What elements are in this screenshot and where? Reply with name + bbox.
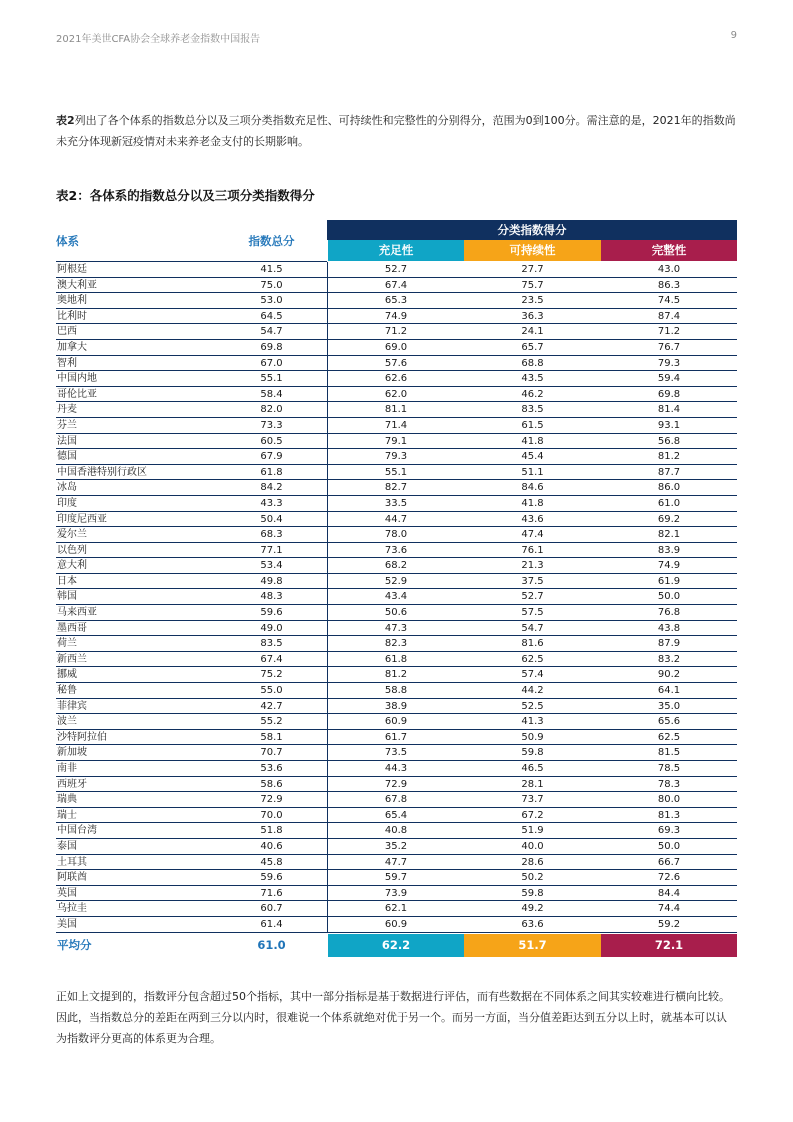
integrity-score: 43.8 <box>657 622 681 634</box>
integrity-score: 71.2 <box>657 326 681 338</box>
adequacy-score: 72.9 <box>384 778 408 790</box>
system-name: 乌拉圭 <box>57 903 87 915</box>
adequacy-score: 67.8 <box>384 794 408 806</box>
table-row <box>56 839 737 855</box>
intro-text: 列出了各个体系的指数总分以及三项分类指数充足性、可持续性和完整性的分别得分，范围为0到100分。需注意的是，2021年的指数尚未充分体现新冠疫情对未来养老金支付的长期影响。 <box>56 114 736 148</box>
system-name: 秘鲁 <box>57 685 77 697</box>
integrity-score: 87.4 <box>657 310 681 322</box>
integrity-score: 78.5 <box>657 763 681 774</box>
sustainability-score: 61.5 <box>521 419 544 431</box>
adequacy-score: 58.8 <box>384 685 408 697</box>
adequacy-score: 50.6 <box>384 607 408 619</box>
total-score: 67.0 <box>260 357 283 369</box>
sustainability-score: 40.0 <box>521 840 544 852</box>
table-row <box>56 683 737 699</box>
sustainability-score: 59.8 <box>521 887 544 899</box>
total-score: 82.0 <box>260 404 283 416</box>
total-score: 64.5 <box>260 310 283 322</box>
adequacy-score: 62.1 <box>384 903 408 915</box>
header-total: 指数总分 <box>248 234 295 248</box>
sustainability-score: 28.1 <box>521 778 544 790</box>
table-row <box>56 761 737 777</box>
adequacy-score: 44.7 <box>384 513 408 525</box>
total-score: 58.6 <box>260 778 283 790</box>
table-row <box>56 574 737 590</box>
system-name: 芬兰 <box>57 419 77 431</box>
table-row <box>56 823 737 839</box>
table-title: 表2：各体系的指数总分以及三项分类指数得分 <box>56 188 315 203</box>
system-name: 土耳其 <box>57 856 87 868</box>
average-integrity: 72.1 <box>601 934 737 957</box>
adequacy-score: 73.9 <box>384 887 408 899</box>
adequacy-score: 79.1 <box>384 435 408 447</box>
sustainability-score: 50.9 <box>521 731 544 743</box>
system-name: 波兰 <box>57 716 77 728</box>
adequacy-score: 71.4 <box>384 419 408 431</box>
adequacy-score: 69.0 <box>384 341 408 353</box>
integrity-score: 80.0 <box>657 794 681 806</box>
adequacy-score: 73.6 <box>384 544 408 556</box>
total-score: 61.8 <box>260 466 283 478</box>
table-row <box>56 543 737 559</box>
integrity-score: 81.3 <box>657 809 681 821</box>
sustainability-score: 23.5 <box>521 295 544 307</box>
table-row <box>56 917 737 933</box>
sustainability-score: 41.8 <box>521 497 544 509</box>
sustainability-score: 81.6 <box>521 638 544 650</box>
integrity-score: 65.6 <box>657 716 681 728</box>
sustainability-score: 27.7 <box>521 264 544 275</box>
integrity-score: 61.0 <box>657 497 681 509</box>
system-name: 以色列 <box>57 544 87 556</box>
integrity-score: 72.6 <box>657 872 681 884</box>
total-score: 49.8 <box>260 575 283 587</box>
system-name: 印度 <box>57 497 77 509</box>
system-name: 墨西哥 <box>57 622 87 634</box>
integrity-score: 50.0 <box>657 591 681 603</box>
integrity-score: 74.4 <box>657 903 681 915</box>
adequacy-score: 79.3 <box>384 451 408 463</box>
table-row <box>56 512 737 528</box>
page-number: 9 <box>730 30 737 41</box>
integrity-score: 87.9 <box>657 638 681 650</box>
adequacy-score: 38.9 <box>384 700 408 712</box>
integrity-score: 84.4 <box>657 887 681 899</box>
adequacy-score: 82.7 <box>384 482 408 494</box>
total-score: 68.3 <box>260 529 283 541</box>
system-name: 韩国 <box>57 591 77 603</box>
integrity-score: 50.0 <box>657 840 681 852</box>
total-score: 59.6 <box>260 607 283 619</box>
integrity-score: 76.8 <box>657 607 681 619</box>
total-score: 60.5 <box>260 435 283 447</box>
system-name: 沙特阿拉伯 <box>57 731 107 743</box>
total-score: 48.3 <box>260 591 283 603</box>
sustainability-score: 54.7 <box>521 622 544 634</box>
adequacy-score: 65.4 <box>384 809 408 821</box>
integrity-score: 81.5 <box>657 747 681 759</box>
header-adequacy: 充足性 <box>328 240 464 261</box>
table-row <box>56 480 737 496</box>
table-row <box>56 558 737 574</box>
sustainability-score: 24.1 <box>521 326 544 338</box>
average-row <box>56 934 737 957</box>
total-score: 40.6 <box>260 840 283 852</box>
adequacy-score: 35.2 <box>384 840 408 852</box>
sustainability-score: 37.5 <box>521 575 544 587</box>
table-row <box>56 730 737 746</box>
system-name: 爱尔兰 <box>57 529 87 541</box>
adequacy-score: 82.3 <box>384 638 408 650</box>
total-score: 60.7 <box>260 903 283 915</box>
integrity-score: 74.9 <box>657 560 681 572</box>
sustainability-score: 46.2 <box>521 388 544 400</box>
adequacy-score: 60.9 <box>384 918 408 930</box>
table-header <box>56 220 737 262</box>
table-row <box>56 293 737 309</box>
sustainability-score: 21.3 <box>521 560 544 572</box>
sustainability-score: 36.3 <box>521 310 544 322</box>
table-row <box>56 699 737 715</box>
system-name: 比利时 <box>57 310 87 322</box>
system-name: 瑞士 <box>57 809 77 821</box>
sustainability-score: 43.6 <box>521 513 544 525</box>
total-score: 84.2 <box>260 482 283 494</box>
total-score: 70.7 <box>260 747 283 759</box>
sustainability-score: 57.5 <box>521 607 544 619</box>
integrity-score: 62.5 <box>657 731 681 743</box>
sustainability-score: 41.3 <box>521 716 544 728</box>
system-name: 中国台湾 <box>57 825 97 837</box>
system-name: 澳大利亚 <box>57 279 97 291</box>
table-row <box>56 870 737 886</box>
intro-paragraph <box>56 110 737 152</box>
system-name: 新西兰 <box>57 653 87 665</box>
adequacy-score: 62.0 <box>384 388 408 400</box>
total-score: 69.8 <box>260 341 283 353</box>
page-header <box>56 30 737 46</box>
integrity-score: 59.2 <box>657 918 681 930</box>
table-body <box>56 262 737 933</box>
sustainability-score: 52.7 <box>521 591 544 603</box>
total-score: 53.6 <box>260 763 283 774</box>
sustainability-score: 44.2 <box>521 685 544 697</box>
table-row <box>56 589 737 605</box>
total-score: 42.7 <box>260 700 283 712</box>
system-name: 智利 <box>57 357 77 369</box>
total-score: 49.0 <box>260 622 283 634</box>
system-name: 美国 <box>57 918 77 930</box>
adequacy-score: 67.4 <box>384 279 408 291</box>
total-score: 70.0 <box>260 809 283 821</box>
table-row <box>56 340 737 356</box>
integrity-score: 69.2 <box>657 513 681 525</box>
total-score: 58.1 <box>260 731 283 743</box>
adequacy-score: 61.8 <box>384 653 408 665</box>
total-score: 75.0 <box>260 279 283 291</box>
table-row <box>56 371 737 387</box>
system-name: 阿联酋 <box>57 872 87 884</box>
sustainability-score: 43.5 <box>521 373 544 385</box>
header-sub-index-group: 分类指数得分 <box>327 220 737 240</box>
system-name: 南非 <box>57 763 77 774</box>
integrity-score: 79.3 <box>657 357 681 369</box>
adequacy-score: 52.7 <box>384 264 408 275</box>
system-name: 哥伦比亚 <box>57 388 97 400</box>
integrity-score: 83.2 <box>657 653 681 665</box>
integrity-score: 87.7 <box>657 466 681 478</box>
adequacy-score: 47.3 <box>384 622 408 634</box>
adequacy-score: 74.9 <box>384 310 408 322</box>
total-score: 71.6 <box>260 887 283 899</box>
integrity-score: 76.7 <box>657 341 681 353</box>
integrity-score: 56.8 <box>657 435 681 447</box>
score-table <box>56 220 737 957</box>
total-score: 53.0 <box>260 295 283 307</box>
adequacy-score: 55.1 <box>384 466 408 478</box>
system-name: 冰岛 <box>57 482 77 494</box>
adequacy-score: 52.9 <box>384 575 408 587</box>
adequacy-score: 40.8 <box>384 825 408 837</box>
table-row <box>56 855 737 871</box>
adequacy-score: 33.5 <box>384 497 408 509</box>
adequacy-score: 81.1 <box>384 404 408 416</box>
sustainability-score: 59.8 <box>521 747 544 759</box>
header-system: 体系 <box>56 234 79 248</box>
total-score: 59.6 <box>260 872 283 884</box>
sustainability-score: 84.6 <box>521 482 544 494</box>
table-row <box>56 309 737 325</box>
system-name: 新加坡 <box>57 747 87 759</box>
total-score: 45.8 <box>260 856 283 868</box>
table-row <box>56 402 737 418</box>
table-row <box>56 605 737 621</box>
adequacy-score: 44.3 <box>384 763 408 774</box>
integrity-score: 66.7 <box>657 856 681 868</box>
total-score: 73.3 <box>260 419 283 431</box>
sustainability-score: 67.2 <box>521 809 544 821</box>
sustainability-score: 49.2 <box>521 903 544 915</box>
total-score: 53.4 <box>260 560 283 572</box>
table-row <box>56 714 737 730</box>
system-name: 英国 <box>57 887 77 899</box>
adequacy-score: 60.9 <box>384 716 408 728</box>
integrity-score: 69.8 <box>657 388 681 400</box>
total-score: 50.4 <box>260 513 283 525</box>
sustainability-score: 51.1 <box>521 466 544 478</box>
sustainability-score: 62.5 <box>521 653 544 665</box>
system-name: 中国香港特别行政区 <box>57 466 147 478</box>
average-total: 61.0 <box>257 937 286 952</box>
system-name: 马来西亚 <box>57 607 97 619</box>
table-row <box>56 745 737 761</box>
integrity-score: 59.4 <box>657 373 681 385</box>
total-score: 55.2 <box>260 716 283 728</box>
sustainability-score: 65.7 <box>521 341 544 353</box>
total-score: 67.4 <box>260 653 283 665</box>
integrity-score: 82.1 <box>657 529 681 541</box>
system-name: 荷兰 <box>57 638 77 650</box>
system-name: 挪威 <box>57 669 77 681</box>
adequacy-score: 47.7 <box>384 856 408 868</box>
integrity-score: 74.5 <box>657 295 681 307</box>
adequacy-score: 62.6 <box>384 373 408 385</box>
report-title: 2021年美世CFA协会全球养老金指数中国报告 <box>56 34 261 45</box>
adequacy-score: 57.6 <box>384 357 408 369</box>
total-score: 72.9 <box>260 794 283 806</box>
table-row <box>56 278 737 294</box>
total-score: 55.1 <box>260 373 283 385</box>
integrity-score: 69.3 <box>657 825 681 837</box>
table-row <box>56 449 737 465</box>
table-reference: 表2 <box>56 114 75 127</box>
table-row <box>56 356 737 372</box>
sustainability-score: 76.1 <box>521 544 544 556</box>
adequacy-score: 61.7 <box>384 731 408 743</box>
integrity-score: 43.0 <box>657 264 681 275</box>
table-row <box>56 387 737 403</box>
total-score: 61.4 <box>260 918 283 930</box>
adequacy-score: 71.2 <box>384 326 408 338</box>
system-name: 瑞典 <box>57 794 77 806</box>
total-score: 83.5 <box>260 638 283 650</box>
table-row <box>56 434 737 450</box>
table-row <box>56 496 737 512</box>
sustainability-score: 47.4 <box>521 529 544 541</box>
table-row <box>56 901 737 917</box>
table-row <box>56 418 737 434</box>
system-name: 巴西 <box>57 326 77 338</box>
header-integrity: 完整性 <box>601 240 737 261</box>
total-score: 51.8 <box>260 825 283 837</box>
system-name: 德国 <box>57 451 77 463</box>
total-score: 77.1 <box>260 544 283 556</box>
table-row <box>56 808 737 824</box>
adequacy-score: 73.5 <box>384 747 408 759</box>
integrity-score: 35.0 <box>657 700 681 712</box>
table-row <box>56 652 737 668</box>
table-row <box>56 324 737 340</box>
sustainability-score: 57.4 <box>521 669 544 681</box>
table-row <box>56 667 737 683</box>
sustainability-score: 75.7 <box>521 279 544 291</box>
adequacy-score: 78.0 <box>384 529 408 541</box>
system-name: 西班牙 <box>57 778 87 790</box>
table-row <box>56 792 737 808</box>
sustainability-score: 52.5 <box>521 700 544 712</box>
sustainability-score: 41.8 <box>521 435 544 447</box>
integrity-score: 90.2 <box>657 669 681 681</box>
total-score: 67.9 <box>260 451 283 463</box>
system-name: 印度尼西亚 <box>57 513 107 525</box>
outro-paragraph: 正如上文提到的，指数评分包含超过50个指标，其中一部分指标是基于数据进行评估，而有些数据在不同体系之间其实较难进行横向比较。因此，当指数总分的差距在两到三分以内时，很难说一个体系就绝对优于另一个。而另一方面，当分值差距达到五分以上时，就基本可以认为指数评分更高的体系更为合理。 <box>56 990 730 1045</box>
integrity-score: 86.0 <box>657 482 681 494</box>
system-name: 中国内地 <box>57 373 97 385</box>
system-name: 加拿大 <box>57 341 87 353</box>
system-name: 菲律宾 <box>57 700 87 712</box>
integrity-score: 83.9 <box>657 544 681 556</box>
table-row <box>56 636 737 652</box>
sustainability-score: 28.6 <box>521 856 544 868</box>
integrity-score: 78.3 <box>657 778 681 790</box>
average-sustainability: 51.7 <box>464 934 601 957</box>
table-row <box>56 262 737 278</box>
adequacy-score: 81.2 <box>384 669 408 681</box>
sustainability-score: 45.4 <box>521 451 544 463</box>
adequacy-score: 43.4 <box>384 591 408 603</box>
total-score: 54.7 <box>260 326 283 338</box>
sustainability-score: 83.5 <box>521 404 544 416</box>
sustainability-score: 73.7 <box>521 794 544 806</box>
system-name: 奥地利 <box>57 295 87 307</box>
total-score: 43.3 <box>260 497 283 509</box>
sustainability-score: 50.2 <box>521 872 544 884</box>
average-label: 平均分 <box>57 937 92 952</box>
sustainability-score: 46.5 <box>521 763 544 774</box>
integrity-score: 64.1 <box>657 685 681 697</box>
integrity-score: 86.3 <box>657 279 681 291</box>
adequacy-score: 59.7 <box>384 872 408 884</box>
table-row <box>56 621 737 637</box>
integrity-score: 81.4 <box>657 404 681 416</box>
header-sustainability: 可持续性 <box>464 240 601 261</box>
sustainability-score: 63.6 <box>521 918 544 930</box>
total-score: 75.2 <box>260 669 283 681</box>
system-name: 日本 <box>57 575 77 587</box>
table-row <box>56 777 737 793</box>
total-score: 58.4 <box>260 388 283 400</box>
table-row <box>56 527 737 543</box>
total-score: 55.0 <box>260 685 283 697</box>
system-name: 法国 <box>57 435 77 447</box>
sustainability-score: 68.8 <box>521 357 544 369</box>
integrity-score: 81.2 <box>657 451 681 463</box>
sustainability-score: 51.9 <box>521 825 544 837</box>
system-name: 泰国 <box>57 840 77 852</box>
adequacy-score: 65.3 <box>384 295 408 307</box>
table-row <box>56 886 737 902</box>
integrity-score: 93.1 <box>657 419 681 431</box>
integrity-score: 61.9 <box>657 575 681 587</box>
system-name: 阿根廷 <box>57 264 87 275</box>
table-row <box>56 465 737 481</box>
system-name: 意大利 <box>57 560 87 572</box>
average-adequacy: 62.2 <box>328 934 464 957</box>
adequacy-score: 68.2 <box>384 560 408 572</box>
total-score: 41.5 <box>260 264 283 275</box>
system-name: 丹麦 <box>57 404 77 416</box>
